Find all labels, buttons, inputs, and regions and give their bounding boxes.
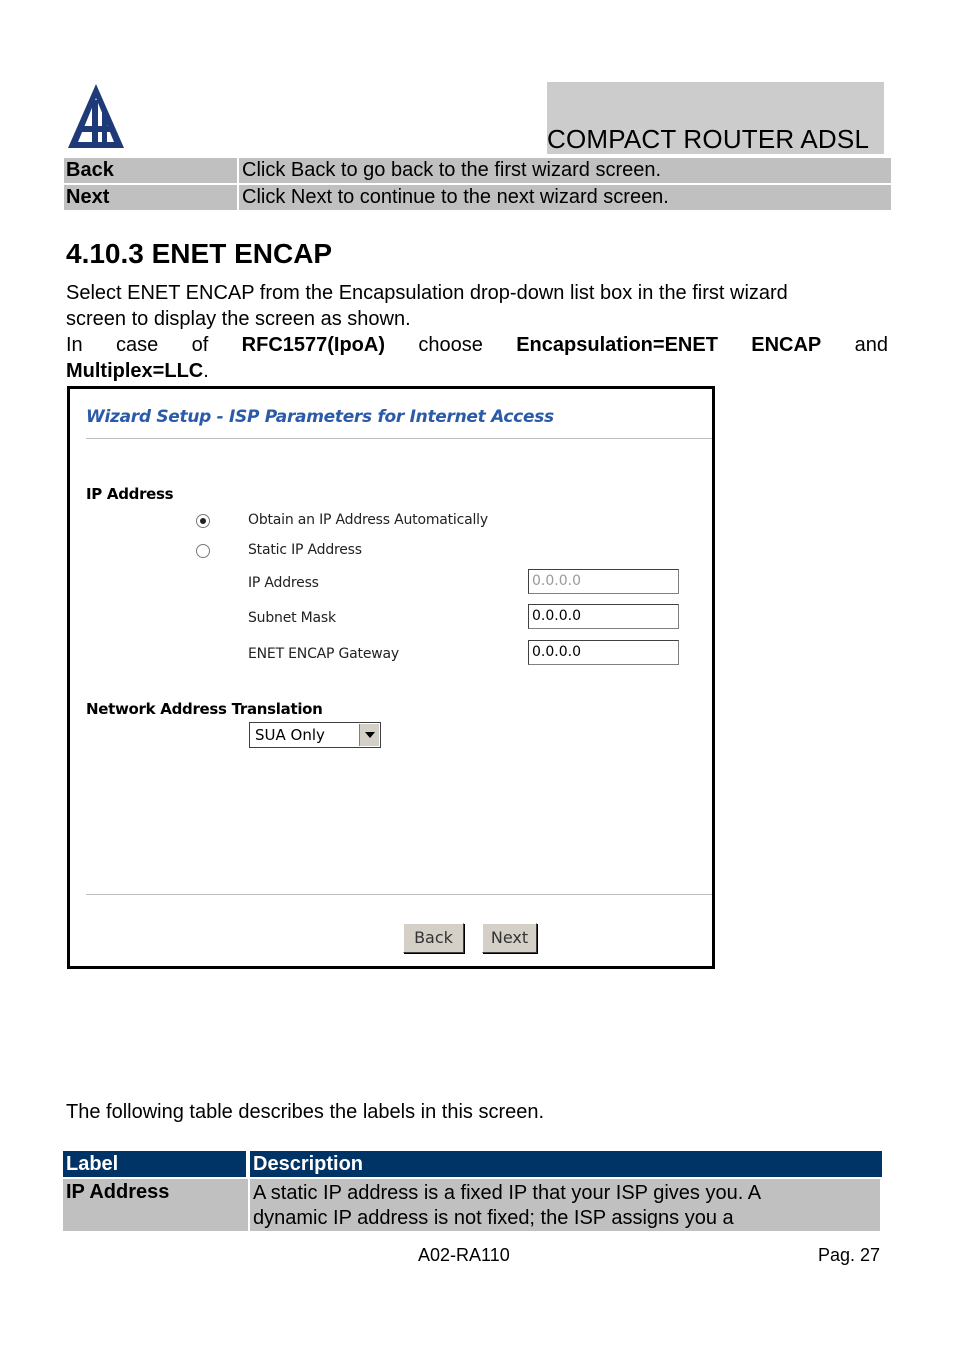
footer-page-number: Pag. 27 <box>818 1245 881 1265</box>
wizard-screenshot <box>67 386 715 969</box>
bold-term: RFC1577(IpoA) <box>241 334 386 356</box>
radio-obtain-automatically[interactable] <box>196 514 210 528</box>
paragraph-line <box>66 306 888 332</box>
bold-term: Encapsulation=ENET <box>516 334 718 356</box>
bold-term: Multiplex=LLC <box>66 360 204 382</box>
nat-heading: Network Address Translation <box>86 700 323 718</box>
atlantis-logo <box>66 82 126 152</box>
row-label: Back <box>64 158 237 183</box>
description-line: dynamic IP address is not fixed; the ISP assigns you a <box>253 1207 734 1229</box>
ip-address-heading: IP Address <box>86 485 174 503</box>
period: . <box>203 360 209 382</box>
paragraph-line <box>66 280 888 306</box>
word: case <box>116 334 159 356</box>
following-text: The following table describes the labels in this screen. <box>66 1101 545 1123</box>
section-heading: 4.10.3 ENET ENCAP <box>66 238 333 269</box>
row-label: Next <box>64 185 237 210</box>
nat-selected-value: SUA Only <box>255 726 325 744</box>
bold-term: ENCAP <box>751 334 822 356</box>
footer-doc-code: A02-RA110 <box>418 1245 510 1265</box>
divider <box>86 894 712 895</box>
ip-address-input[interactable]: 0.0.0.0 <box>528 569 679 594</box>
subnet-mask-label: Subnet Mask <box>248 610 336 626</box>
table-row <box>63 1179 882 1231</box>
nat-select[interactable] <box>249 722 381 748</box>
table-row <box>64 158 891 183</box>
row-description: Click Next to continue to the next wizard screen. <box>239 185 891 210</box>
divider <box>86 438 712 439</box>
back-button[interactable]: Back <box>403 923 464 953</box>
gateway-label: ENET ENCAP Gateway <box>248 646 399 662</box>
paragraph-text: screen to display the screen as shown. <box>66 308 411 330</box>
description-line: A static IP address is a fixed IP that your ISP gives you. A <box>253 1182 762 1204</box>
row-description <box>250 1179 880 1231</box>
word: and <box>854 334 888 356</box>
paragraph-line <box>66 332 888 358</box>
label-table-header <box>63 1151 882 1177</box>
row-description: Click Back to go back to the first wizard screen. <box>239 158 891 183</box>
radio-static-label: Static IP Address <box>248 542 362 558</box>
next-button[interactable]: Next <box>482 923 537 953</box>
radio-auto-label: Obtain an IP Address Automatically <box>248 512 488 528</box>
paragraph-line <box>66 358 888 384</box>
wizard-title: Wizard Setup - ISP Parameters for Internet Access <box>86 407 554 427</box>
word: In <box>66 334 83 356</box>
word: of <box>191 334 209 356</box>
chevron-down-icon[interactable] <box>359 724 379 746</box>
document-title: COMPACT ROUTER ADSL <box>547 124 870 154</box>
word: choose <box>418 334 483 356</box>
radio-static-ip[interactable] <box>196 544 210 558</box>
header-description: Description <box>250 1151 882 1177</box>
ip-address-label: IP Address <box>248 575 319 591</box>
paragraph-text: Select ENET ENCAP from the Encapsulation drop-down list box in the first wizard <box>66 282 788 304</box>
gateway-input[interactable]: 0.0.0.0 <box>528 640 679 665</box>
subnet-mask-input[interactable]: 0.0.0.0 <box>528 604 679 629</box>
table-row <box>64 185 891 210</box>
row-label: IP Address <box>63 1179 248 1231</box>
header-label: Label <box>63 1151 246 1177</box>
radio-selected-dot <box>200 518 206 524</box>
